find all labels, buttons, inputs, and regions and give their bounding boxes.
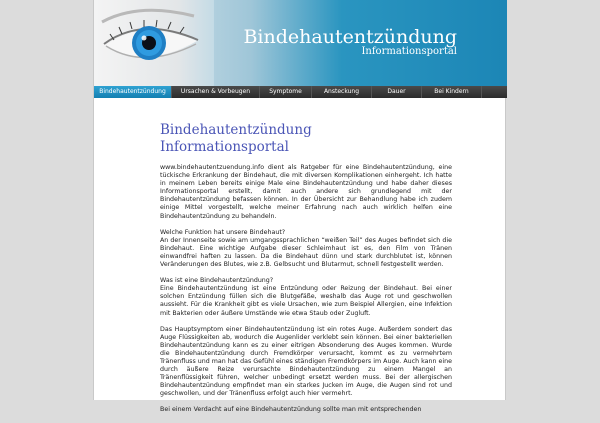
nav-item-bei-kindern[interactable]: Bei Kindern	[422, 86, 482, 98]
main-nav	[94, 86, 507, 98]
nav-item-ansteckung[interactable]: Ansteckung	[312, 86, 372, 98]
page-title	[160, 122, 452, 156]
nav-item-symptome[interactable]: Symptome	[260, 86, 312, 98]
page-container	[93, 0, 506, 414]
section-text: Eine Bindehautentzündung ist eine Entzündung oder Reizung der Bindehaut. Bei einer solchen Entzündung füllen sich die Blutgefäße, weshalb das Auge rot und geschwollen aussieht. Für die Krankheit gibt es viele Ursachen, wie zum Beispiel Allergien, eine Infektion mit Bakterien oder äußere Umstände wie etwa Staub oder Zugluft.	[160, 285, 452, 317]
section-question: Was ist eine Bindehautentzündung?	[160, 277, 274, 285]
site-title: Bindehautentzündung	[243, 26, 457, 48]
section-text: An der Innenseite sowie am umgangssprachlichen “weißen Teil” des Auges befindet sich die Bindehaut. Eine wichtige Aufgabe dieser Schleimhaut ist es, den Film von Tränen einwandfrei haften zu lassen. Da die Bindehaut dünn und stark durchblutet ist, können Veränderungen des Blutes, wie z.B. Gelbsucht und Blutarmut, schnell festgestellt werden.	[160, 236, 452, 269]
nav-item-bindehautentzuendung[interactable]: Bindehautentzündung	[94, 86, 172, 98]
page-title-line1: Bindehautentzündung	[160, 122, 312, 138]
site-header	[94, 0, 507, 86]
page-title-line2: Informationsportal	[160, 139, 289, 155]
intro-paragraph: www.bindehautentzuendung.info dient als Ratgeber für eine Bindehautentzündung, eine tückische Erkrankung der Bindehaut, die mit diversen Komplikationen einhergeht. Ich hatte in meinem Leben bereits einige Male eine Bindehautentzündung und habe daher dieses Informationsportal erstellt, damit auch andere sich grundlegend mit der Bindehautentzündung befassen können. In der Übersicht zur Behandlung habe ich zudem einige Mittel vorgestellt, welche meiner Erfahrung nach auch wirklich helfen eine Bindehautentzündung zu behandeln.	[160, 164, 452, 220]
suspicion-paragraph: Bei einem Verdacht auf eine Bindehautentzündung sollte man mit entsprechenden	[160, 406, 422, 414]
symptoms-paragraph: Das Hauptsymptom einer Bindehautentzündung ist ein rotes Auge. Außerdem sondert das Auge Flüssigkeiten ab, wodurch die Augenlider verklebt sein können. Bei einer bakteriellen Bindehautentzündung kann es zu einer eitrigen Absonderung des Auges kommen. Wurde die Bindehautentzündung durch Fremdkörper verursacht, kommt es zu vermehrtem Tränenfluss und man hat das Gefühl eines ständigen Fremdkörpers im Auge. Auch kann eine durch äußere Reize verursachte Bindehautentzündung zu einem Mangel an Tränenflüssigkeit führen, welcher unbedingt ersetzt werden muss. Bei der allergischen Bindehautentzündung empfindet man ein starkes Jucken im Auge, die Augen sind rot und geschwollen, und der Tränenfluss erfolgt auch hier vermehrt.	[160, 325, 452, 398]
what-is-section	[160, 277, 452, 317]
section-question: Welche Funktion hat unsere Bindehaut?	[160, 228, 286, 236]
site-subtitle: Informationsportal	[361, 46, 457, 57]
nav-item-dauer[interactable]: Dauer	[372, 86, 422, 98]
nav-item-ursachen-vorbeugen[interactable]: Ursachen & Vorbeugen	[172, 86, 260, 98]
main-content	[160, 122, 452, 423]
bindehaut-function-section	[160, 229, 452, 269]
eye-photo	[94, 0, 214, 86]
